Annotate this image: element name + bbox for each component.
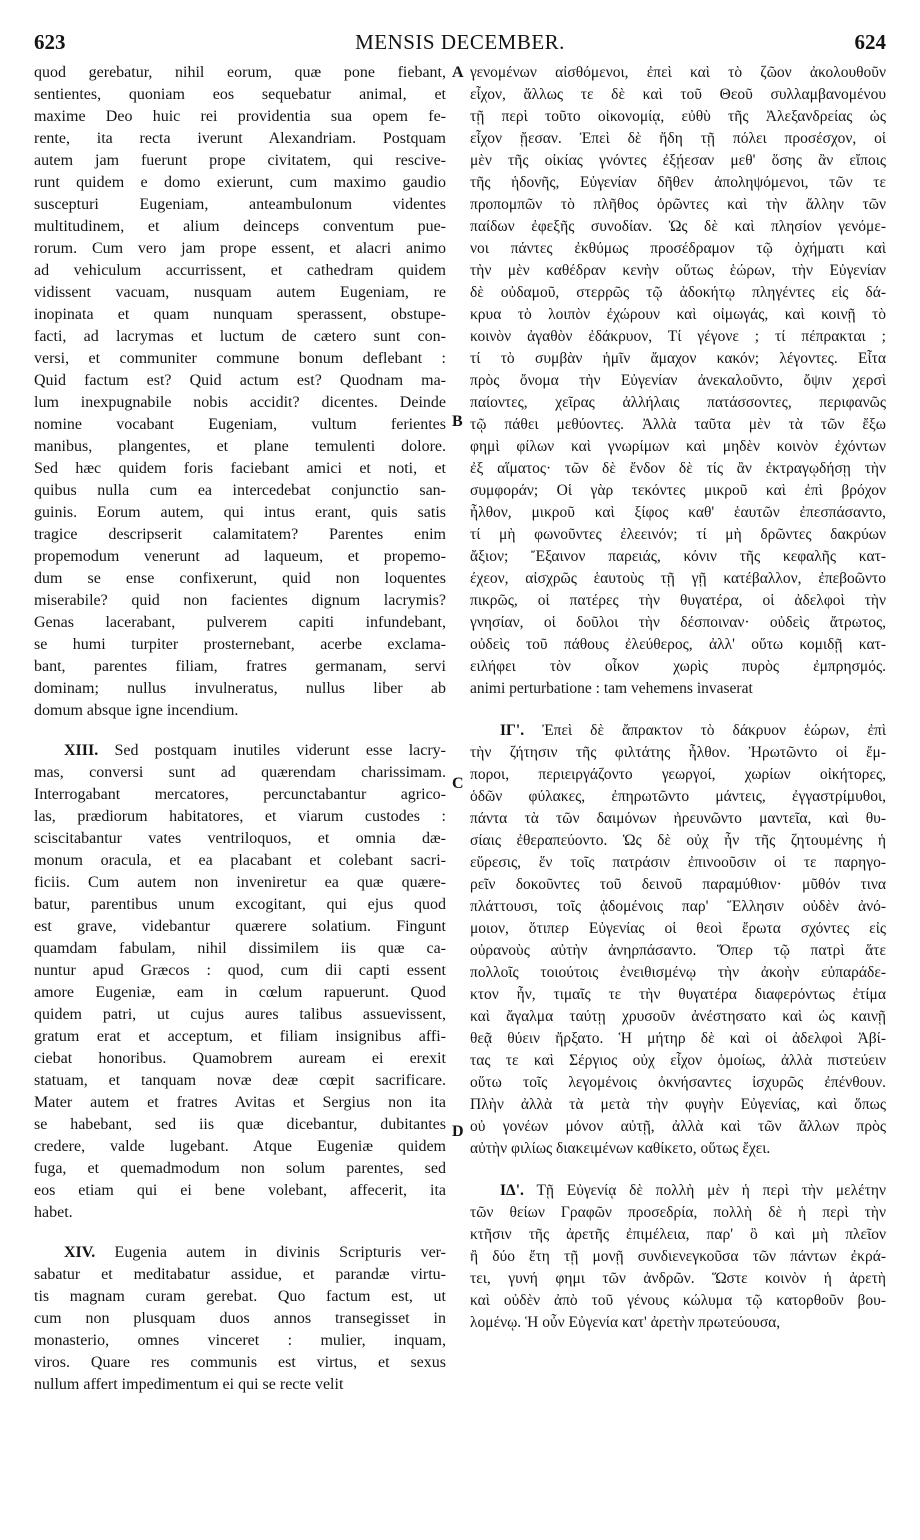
- text-line: ἦλθον, μικροῦ καὶ ξίφος καθ' ἑαυτῶν ἐπεσπάσαντο,: [470, 504, 886, 521]
- text-line: multitudinem, et alium deinceps conventum pue-: [34, 218, 446, 235]
- text-line: ad vehiculum accurrissent, et cathedram quidem: [34, 262, 446, 279]
- text-line: credere, valde lugebant. Atque Eugeniæ quidem: [34, 1138, 446, 1155]
- text-line: συμφοράν; Οἱ γὰρ τεκόντες μικροῦ καὶ ἐπὶ βρόχον: [470, 482, 886, 499]
- greek-paragraph-continuation: [470, 62, 886, 700]
- text-line: ὁδῶν φύλακες, ἐπηρωτῶντο μάντεις, ἐγγαστρίμυθοι,: [470, 788, 886, 805]
- text-line: κρυα τὸ λοιπὸν ἐχώρουν καὶ οἰμωγάς, καὶ κοινῇ τὸ: [470, 306, 886, 323]
- text-line: miserabile? quid non facientes dignum lacrymis?: [34, 592, 446, 609]
- text-line: gratum erat et acceptum, et filiam insignibus affi-: [34, 1028, 446, 1045]
- text-line: τί τὸ συμβὰν ἡμῖν ἄμαχον κακόν; λέγοντες. Εἶτα: [470, 350, 886, 367]
- text-line: nullum affert impedimentum ei qui se recte velit: [34, 1376, 344, 1393]
- text-line: sciscitabantur vates ventriloquos, et omnia dæ-: [34, 830, 446, 847]
- text-line: runt quidem e domo exierunt, cum maximo gaudio: [34, 174, 446, 191]
- text-line: habet.: [34, 1204, 73, 1221]
- latin-column: [34, 62, 446, 1396]
- text-line: maxime Deo huic rei providentia sua opem fe-: [34, 108, 446, 125]
- line-text: Τῇ Εὐγενίᾳ δὲ πολλὴ μὲν ἡ περὶ τὴν μελέτην: [536, 1182, 886, 1199]
- section-number: ΙΓ'.: [500, 722, 525, 739]
- text-line: αὐτὴν φιλίως διακειμένων καθίκετο, οὕτως ἔχει.: [470, 1140, 771, 1157]
- text-line: παίοντες, χεῖρας ἀλλήλαις πατάσσοντες, περιφανῶς: [470, 394, 886, 411]
- text-line: μὲν τῆς οἰκίας γνόντες ἐξῄεσαν μεθ' ὅσης ἂν εἴποις: [470, 152, 886, 169]
- text-line: φημὶ φίλων καὶ γνωρίμων καὶ μηδὲν κοινὸν ἐχόντων: [470, 438, 886, 455]
- text-line: propemodum venerunt ad laqueum, et propemo-: [34, 548, 446, 565]
- line-text: Sed postquam inutiles viderunt esse lacry-: [114, 742, 447, 759]
- text-line: viros. Quare res communis est virtus, et sexus: [34, 1354, 446, 1371]
- text-line: γενομένων αἰσθόμενοι, ἐπεὶ καὶ τὸ ζῶον ἀκολουθοῦν: [470, 64, 886, 81]
- text-line: lum inexpugnabile nobis accidit? dicentes. Deinde: [34, 394, 446, 411]
- text-line: μοιον, ὅτιπερ Εὐγενίας οἱ θεοὶ ἔρωτα σχόντες εἰς: [470, 920, 886, 937]
- text-line: monasterio, omnes vinceret : mulier, inquam,: [34, 1332, 446, 1349]
- text-line: domum absque igne incendium.: [34, 702, 239, 719]
- text-line: vidissent vacuam, nusquam autem Eugeniam, re: [34, 284, 446, 301]
- text-line: προπομπῶν τὸ πλῆθος ὁρῶντες καὶ τὴν ἄλλην τῶν: [470, 196, 886, 213]
- text-line: Sed hæc quidem foris faciebant amici et noti, et: [34, 460, 446, 477]
- text-line: πικρῶς, οἱ πατέρες τὴν θυγατέρα, οἱ ἀδελφοὶ τὴν: [470, 592, 886, 609]
- text-line: Quid factum est? Quid actum est? Quodnam ma-: [34, 372, 446, 389]
- text-line: nomine vocabant Eugeniam, vultum ferientes: [34, 416, 446, 433]
- text-line: θεᾷ θύειν ἤρξατο. Ἡ μήτηρ δὲ καὶ οἱ ἀδελφοὶ Ἀβί-: [470, 1030, 886, 1047]
- text-line: κτῆσιν τῆς ἀρετῆς ἐπιμέλεια, παρ' ὃ καὶ μὴ πλεῖον: [470, 1226, 886, 1243]
- text-line: τει, γυνή φημι τῶν ἀνδρῶν. Ὥστε κοινὸν ἡ ἀρετὴ: [470, 1270, 886, 1287]
- text-line: Πλὴν ἀλλὰ τὰ μετὰ τὴν φυγὴν Εὐγενίας, καὶ ὅπως: [470, 1096, 886, 1113]
- page-header: [34, 30, 886, 58]
- text-line: λομένῳ. Ἡ οὖν Εὐγενία κατ' ἀρετὴν πρωτεύουσα,: [470, 1314, 781, 1331]
- text-line: Mater autem et fratres Avitas et Sergius non ita: [34, 1094, 446, 1111]
- text-line: rente, ita recta iverunt Alexandriam. Postquam: [34, 130, 446, 147]
- text-line: ποροι, περιειργάζοντο γεωργοί, χωρίων οἰκήτορες,: [470, 766, 886, 783]
- margin-marker-b: B: [452, 413, 463, 430]
- section-number: ΙΔ'.: [500, 1182, 524, 1199]
- text-line: bant, parentes filiam, fratres germanam, servi: [34, 658, 446, 675]
- text-line: se humi turpiter prosternebant, acerbe exclama-: [34, 636, 446, 653]
- text-line: tragice descripserit calamitatem? Parentes enim: [34, 526, 446, 543]
- text-line: [34, 740, 446, 762]
- text-line: εἶχον, ἄλλως τε δὲ καὶ τοῦ Θεοῦ συλλαμβανομένου: [470, 86, 886, 103]
- text-line: ἢ δύο ἔτη τῇ μονῇ συνδιενεγκοῦσα τῶν πάντων ἐκρά-: [470, 1248, 886, 1265]
- text-line: autem jam fuerunt prope civitatem, qui rescive-: [34, 152, 446, 169]
- text-line: batur, parentibus unum excogitant, qui ejus quod: [34, 896, 446, 913]
- text-line: τῇ περὶ τοῦτο οἰκονομίᾳ, εὐθὺ τῆς Ἀλεξανδρείας ὡς: [470, 108, 886, 125]
- text-line: eos etiam qui ei bene volebant, affecerit, ita: [34, 1182, 446, 1199]
- section-number: XIII.: [64, 742, 99, 759]
- text-line: se habebant, sed iis quæ dicebantur, dubitantes: [34, 1116, 446, 1133]
- text-line: ρεῖν δοκοῦντες τοῦ δεινοῦ παραμύθιον· μῦθόν τινα: [470, 876, 886, 893]
- text-line: ειλήφει τὸν οἶκον χωρὶς πυρὸς ἐμπρησμός.: [470, 658, 886, 675]
- text-line: las, prædiorum habitatores, et viarum custodes :: [34, 808, 446, 825]
- text-line: τας τε καὶ Σέργιος οὐχ εἶχον ὁμοίως, ἀλλὰ πιστεύειν: [470, 1052, 886, 1069]
- margin-marker-d: D: [452, 1123, 464, 1140]
- text-line: fuga, et quemadmodum non solum parentes, sed: [34, 1160, 446, 1177]
- text-line: sabatur et meditabatur assidue, et parandæ virtu-: [34, 1266, 446, 1283]
- text-line: πρὸς ὄνομα τὴν Εὐγενίαν ἀνεκαλοῦντο, ὄψιν χερσὶ: [470, 372, 886, 389]
- text-line: facti, ad lacrymas et luctum de cætero sunt con-: [34, 328, 446, 345]
- right-page-number: 624: [854, 30, 886, 54]
- text-line: τῷ πάθει μεθύοντες. Ἀλλὰ ταῦτα μὲν τὰ τῶν ἔξω: [470, 416, 886, 433]
- margin-marker-c: C: [452, 775, 464, 792]
- text-line: τί μὴ φωνοῦντες ἐλεεινόν; τί μὴ δρῶντες δακρύων: [470, 526, 886, 543]
- text-line: ἐξ αἵματος· τῶν δὲ ἔνδον δὲ τίς ἂν ἐκτραγῳδήσῃ τὴν: [470, 460, 886, 477]
- text-line: rorum. Cum vero jam prope essent, et alacri animo: [34, 240, 446, 257]
- text-line: versi, et communiter commune bonum deflebant :: [34, 350, 446, 367]
- section-number: XIV.: [64, 1244, 96, 1261]
- text-line: quamdam fabulam, nihil dissimilem iis quæ ca-: [34, 940, 446, 957]
- text-line: εἶχον ᾔεσαν. Ἐπεὶ δὲ ἤδη τῇ πόλει προσέσχον, οἱ: [470, 130, 886, 147]
- text-line: έχεον, αἰσχρῶς ἑαυτοὺς τῇ γῇ κατέβαλλον, ἐπεβοῶντο: [470, 570, 886, 587]
- text-line: dum se ense confixerunt, quid non loquentes: [34, 570, 446, 587]
- text-line: πάντα τὰ τῶν δαιμόνων ἠρευνῶντο μαντεῖα, καὶ θυ-: [470, 810, 886, 827]
- text-line: sentientes, quoniam eos sequebatur animal, et: [34, 86, 446, 103]
- text-line: monum oracula, et ea placabant et colebant sacri-: [34, 852, 446, 869]
- text-line: τὴν μὲν καθέδραν κενὴν οὕτως ἑώρων, τὴν Εὐγενίαν: [470, 262, 886, 279]
- latin-section-xiv: [34, 1242, 446, 1396]
- text-line: τὴν ζήτησιν τῆς φιλτάτης ἦλθον. Ἠρωτῶντο οἱ ἔμ-: [470, 744, 886, 761]
- text-line: guinis. Eorum autem, qui intus erant, quis satis: [34, 504, 446, 521]
- text-line: γνησίαν, οἱ δοῦλοι τὴν δέσποιναν· οὐδεὶς ἄτρωτος,: [470, 614, 886, 631]
- left-page-number: 623: [34, 30, 66, 54]
- text-line: statuam, et tanquam novæ deæ cœpit sacrificare.: [34, 1072, 446, 1089]
- text-line: εὕρεσις, ἕν τοῖς πατράσιν ἐπινοοῦσιν οἱ τε παρηγο-: [470, 854, 886, 871]
- text-line: Genas lacerabant, pulverem capiti infundebant,: [34, 614, 446, 631]
- text-line: manibus, plangentes, et plane temulenti dolore.: [34, 438, 446, 455]
- text-line: nuntur apud Græcos : quod, cum dii capti essent: [34, 962, 446, 979]
- text-line: tis magnam curam gerebat. Quo factum est, ut: [34, 1288, 446, 1305]
- running-title: MENSIS DECEMBER.: [355, 30, 565, 54]
- text-line: σίαις ἐθεραπεύοντο. Ὡς δὲ οὐχ ἦν τῆς ζητουμένης ἡ: [470, 832, 886, 849]
- text-line: quod gerebatur, nihil eorum, quæ pone fiebant,: [34, 64, 446, 81]
- text-line: inopinata et quam nunquam sperassent, obstupe-: [34, 306, 446, 323]
- latin-section-xiii: [34, 740, 446, 1224]
- text-line: ficiis. Cum autem non inveniretur ea quæ quære-: [34, 874, 446, 891]
- text-line: ciebat honoribus. Quamobrem auream ei erexit: [34, 1050, 446, 1067]
- text-line: ἄξιον; Ἔξαινον παρειάς, κόνιν τῆς κεφαλῆς κατ-: [470, 548, 886, 565]
- text-line: παίδων ἐφεξῆς συνοδίαν. Ὡς δὲ καὶ πλησίον γενόμε-: [470, 218, 886, 235]
- text-line: οὐδεὶς τοῦ πάθους ἐλεύθερος, ἀλλ' οὕτω κομιδῇ κατ-: [470, 636, 886, 653]
- text-line: καὶ οὐδὲν ἀπὸ τοῦ γένους κώλυμα τῷ κατορθοῦν βου-: [470, 1292, 886, 1309]
- text-line: οὐ γονέων μόνον αὐτῇ, ἀλλὰ καὶ τῶν ἄλλων πρὸς: [470, 1118, 886, 1135]
- text-line: οὕτω τοῖς λεγομένοις ὀκνήσαντες ἰσχυρῶς ἐπένθουν.: [470, 1074, 886, 1091]
- text-line: cum non plusquam duos annos transegisset in: [34, 1310, 446, 1327]
- text-line: animi perturbatione : tam vehemens invaserat: [470, 680, 753, 697]
- line-text: Eugenia autem in divinis Scripturis ver-: [114, 1244, 447, 1261]
- text-line: amore Eugeniæ, eam in cœlum rapuerunt. Quod: [34, 984, 446, 1001]
- greek-section-13: [470, 720, 886, 1160]
- text-line: τῆς ἡδονῆς, Εὐγενίαν δῆθεν ἀποληψόμενοι, τῶν τε: [470, 174, 886, 191]
- text-line: κτον ἦν, τιμαῖς τε τὴν θυγατέρα διαφερόντως ἐτίμα: [470, 986, 886, 1003]
- text-line: suscepturi Eugeniam, anteambulonum videntes: [34, 196, 446, 213]
- text-line: [470, 1180, 886, 1202]
- greek-section-14: [470, 1180, 886, 1334]
- text-line: οὐρανοὺς αὐτὴν ἀνηρπάσαντο. Ὅπερ τῷ πατρὶ ἅτε: [470, 942, 886, 959]
- text-line: κοινὸν ἀγαθὸν ἐδάκρυον, Τί γέγονε ; τί πέπρακται ;: [470, 328, 886, 345]
- text-line: Interrogabant mercatores, percunctabantur agrico-: [34, 786, 446, 803]
- line-text: Ἐπεὶ δὲ ἄπρακτον τὸ δάκρυον ἑώρων, ἐπὶ: [542, 722, 886, 739]
- text-line: est grave, videbantur quærere solatium. Fingunt: [34, 918, 446, 935]
- latin-paragraph-continuation: [34, 62, 446, 722]
- text-line: [34, 1242, 446, 1264]
- text-line: πλάττουσι, τοῖς ᾀδομένοις παρ' Ἕλλησιν οὐδὲν ἀνό-: [470, 898, 886, 915]
- text-line: νοι πάντες ἐκθύμως προσέδραμον τῷ ὀχήματι καὶ: [470, 240, 886, 257]
- text-line: quidem patri, ut cujus aures talibus assuevissent,: [34, 1006, 446, 1023]
- margin-marker-a: A: [452, 64, 464, 81]
- text-line: mas, conversi sunt ad quærendam charissimam.: [34, 764, 446, 781]
- text-line: καὶ ἄγαλμα ταύτῃ χρυσοῦν ἀνέστησατο καὶ ὡς καινῇ: [470, 1008, 886, 1025]
- text-line: δὲ οὐδαμοῦ, στερρῶς τῷ ἀδοκήτῳ πληγέντες εἰς δά-: [470, 284, 886, 301]
- text-line: [470, 720, 886, 742]
- text-line: quibus nulla cum ea intercedebat conjunctio san-: [34, 482, 446, 499]
- text-line: τῶν θείων Γραφῶν προσεδρία, πολλὴ δὲ ἡ περὶ τὴν: [470, 1204, 886, 1221]
- text-line: πολλοῖς τοιούτοις ἐνειθισμένῳ τὴν ἀκοὴν εὐπαράδε-: [470, 964, 886, 981]
- greek-column: [470, 62, 886, 1334]
- text-line: dominam; nullus invulneratus, nullus liber ab: [34, 680, 446, 697]
